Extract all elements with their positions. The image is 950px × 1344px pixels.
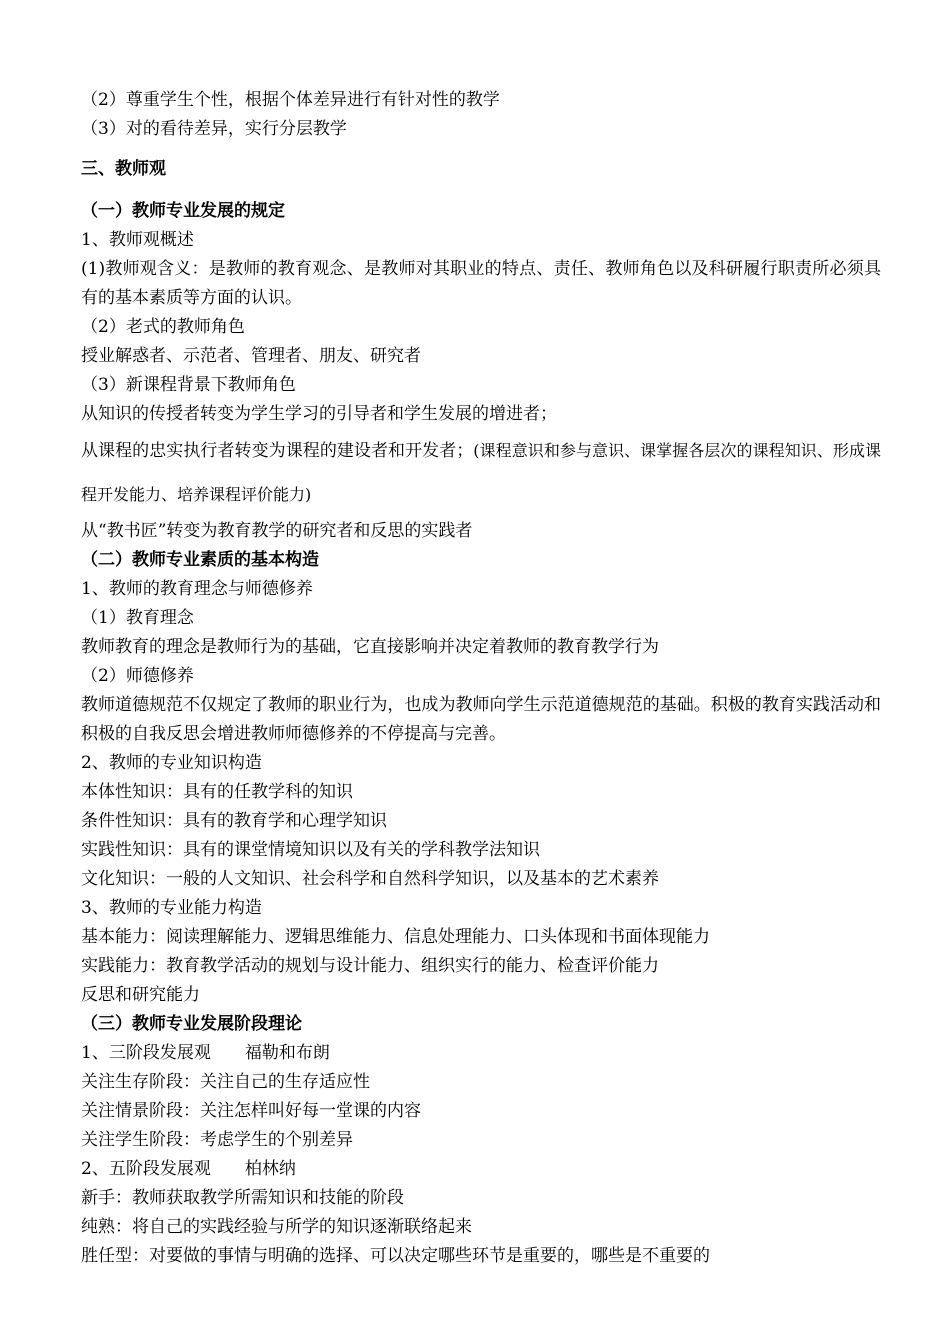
text-line: （1）教育理念	[81, 608, 194, 628]
text-line: 2、教师的专业知识构造	[81, 753, 262, 773]
text-line: 教师教育的理念是教师行为的基础，它直接影响并决定着教师的教育教学行为	[81, 637, 659, 657]
text-line: （2）老式的教师角色	[81, 317, 245, 337]
text-line: 授业解惑者、示范者、管理者、朋友、研究者	[81, 346, 421, 366]
text-line: 从“教书匠”转变为教育教学的研究者和反思的实践者	[81, 521, 473, 541]
text-line: 条件性知识：具有的教育学和心理学知识	[81, 811, 387, 831]
text-line: 文化知识：一般的人文知识、社会科学和自然科学知识，以及基本的艺术素养	[81, 869, 659, 889]
text-line: （3）对的看待差异，实行分层教学	[81, 119, 347, 139]
text-line: 基本能力：阅读理解能力、逻辑思维能力、信息处理能力、口头体现和书面体现能力	[81, 927, 710, 947]
text-line: 关注情景阶段：关注怎样叫好每一堂课的内容	[81, 1101, 421, 1121]
text-line: 1、教师观概述	[81, 230, 194, 250]
text-line: 本体性知识：具有的任教学科的知识	[81, 782, 353, 802]
text-line: 2、五阶段发展观 柏林纳	[81, 1159, 296, 1179]
subsection-heading: （二）教师专业素质的基本构造	[81, 550, 319, 570]
text-line: （2）尊重学生个性，根据个体差异进行有针对性的教学	[81, 90, 500, 110]
paragraph: (1)教师观含义：是教师的教育观念、是教师对其职业的特点、责任、教师角色以及科研履行职责所必须具有的基本素质等方面的认识。	[81, 259, 881, 308]
text-line: 3、教师的专业能力构造	[81, 898, 262, 918]
text-line: 1、教师的教育理念与师德修养	[81, 579, 313, 599]
document-page	[81, 86, 881, 1271]
text-line: 实践能力：教育教学活动的规划与设计能力、组织实行的能力、检查评价能力	[81, 956, 659, 976]
text-line: 关注学生阶段：考虑学生的个别差异	[81, 1130, 353, 1150]
text-line: （2）师德修养	[81, 666, 194, 686]
text-line: 实践性知识：具有的课堂情境知识以及有关的学科教学法知识	[81, 840, 540, 860]
text-line: 关注生存阶段：关注自己的生存适应性	[81, 1072, 370, 1092]
text-line: 反思和研究能力	[81, 985, 200, 1005]
text-line: 从知识的传授者转变为学生学习的引导者和学生发展的增进者；	[81, 404, 557, 424]
paragraph-with-note	[81, 429, 881, 517]
subsection-heading: （一）教师专业发展的规定	[81, 201, 285, 221]
section-heading: 三、教师观	[81, 159, 166, 179]
text-line: 胜任型：对要做的事情与明确的选择、可以决定哪些环节是重要的，哪些是不重要的	[81, 1246, 710, 1266]
subsection-heading: （三）教师专业发展阶段理论	[81, 1014, 302, 1034]
text-line: 新手：教师获取教学所需知识和技能的阶段	[81, 1188, 404, 1208]
text-span: 从课程的忠实执行者转变为课程的建设者和开发者；	[81, 441, 474, 461]
text-line: （3）新课程背景下教师角色	[81, 375, 296, 395]
text-line: 纯熟：将自己的实践经验与所学的知识逐渐联络起来	[81, 1217, 472, 1237]
text-line: 1、三阶段发展观 福勒和布朗	[81, 1043, 330, 1063]
paragraph: 教师道德规范不仅规定了教师的职业行为，也成为教师向学生示范道德规范的基础。积极的教育实践活动和积极的自我反思会增进教师师德修养的不停提高与完善。	[81, 695, 881, 744]
note-span: (课程意识和参与意识、课掌握各层次的课程知识、形成课程开发能力、培养课程评价能力)	[81, 441, 882, 504]
